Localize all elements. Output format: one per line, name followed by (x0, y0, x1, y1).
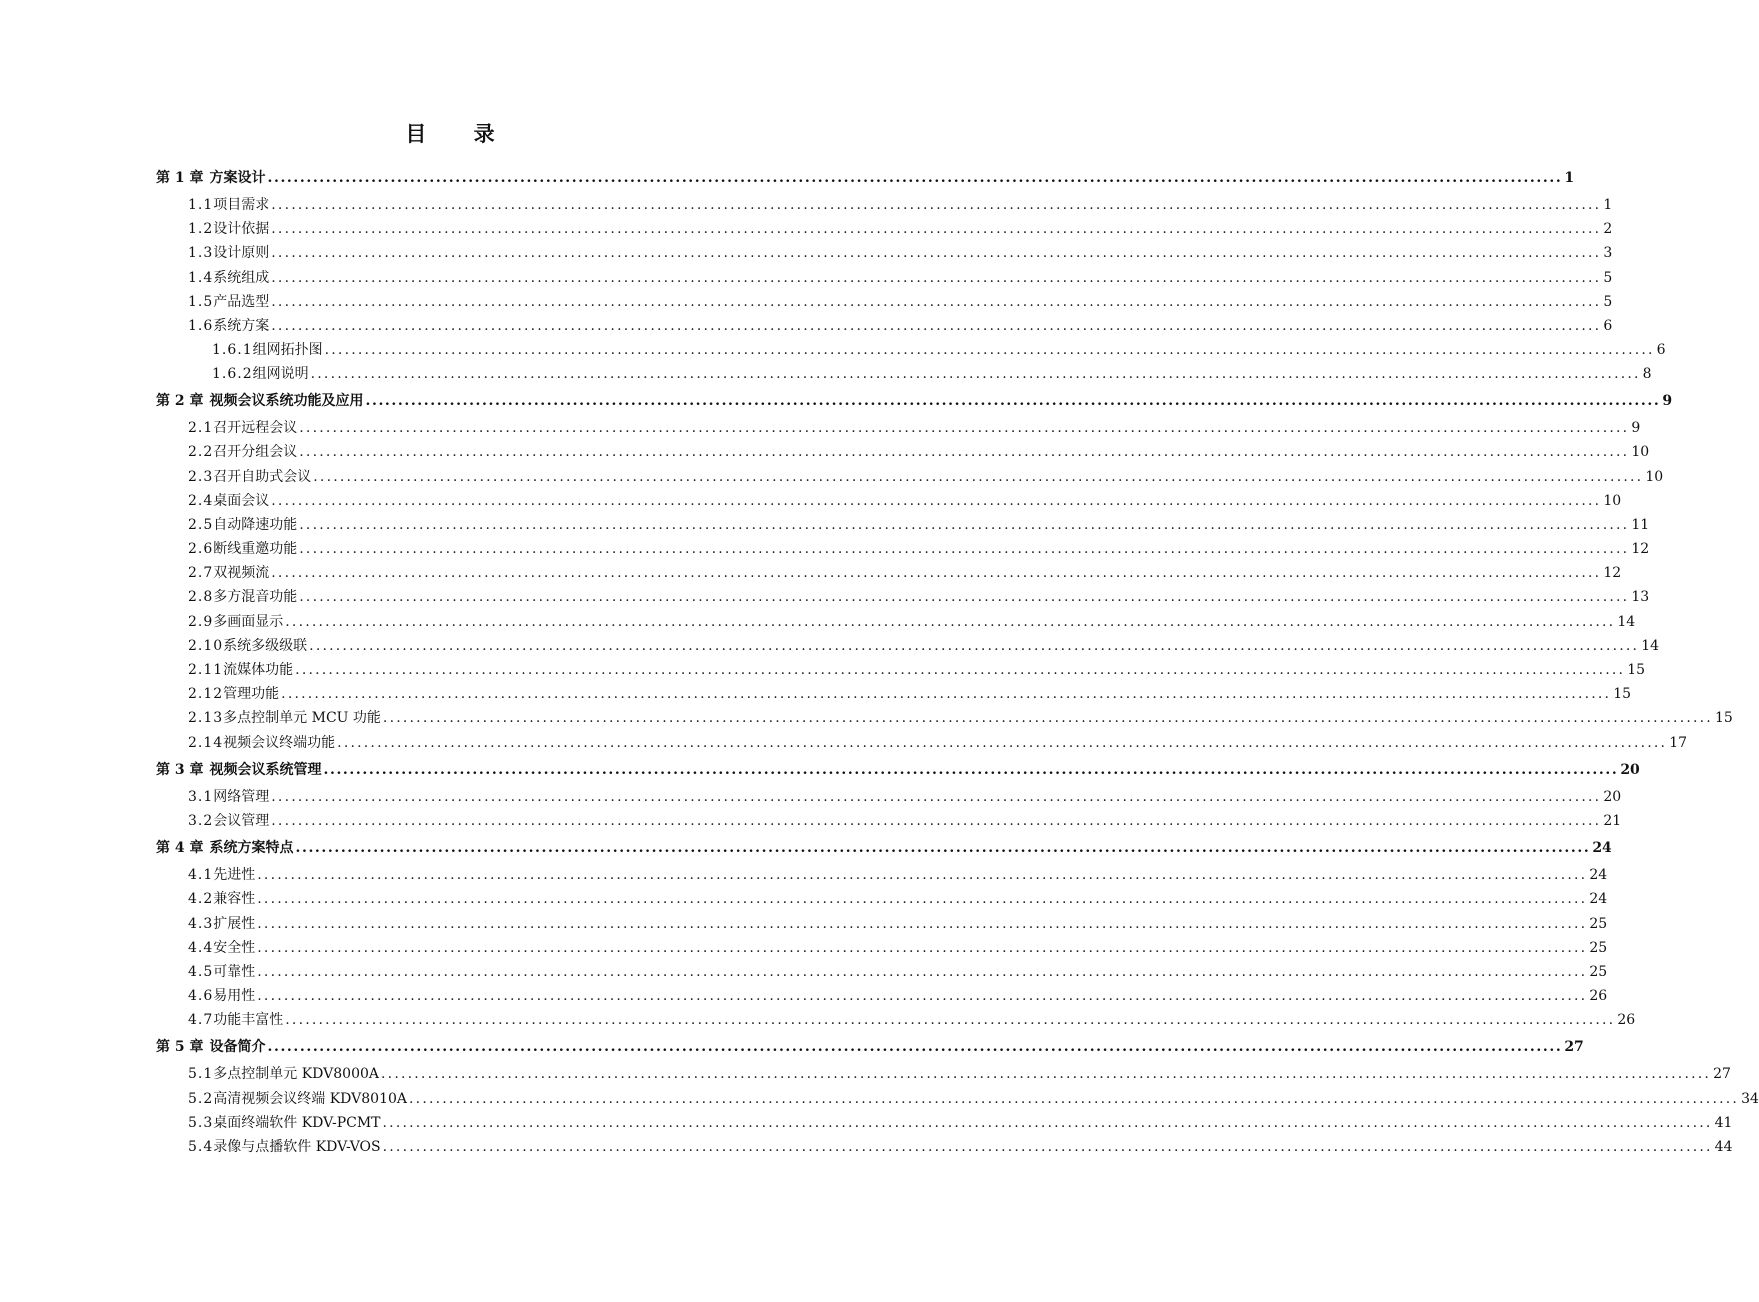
toc-entry-number: 3.2 (188, 812, 214, 829)
toc-dot-leader: ........................................................................................................................................................................................................ (271, 788, 1602, 805)
toc-dot-leader: ........................................................................................................................................................................................................ (324, 342, 1655, 359)
toc-section-entry[interactable] (156, 912, 1608, 936)
toc-section-entry[interactable] (156, 440, 1650, 464)
toc-dot-leader: ........................................................................................................................................................................................................ (257, 939, 1588, 956)
toc-subsection-entry[interactable] (156, 338, 1666, 362)
toc-entry-title: 高清视频会议终端 KDV8010A (213, 1090, 408, 1107)
toc-entry-number: 5.2 (188, 1090, 214, 1107)
toc-dot-leader: ........................................................................................................................................................................................................ (295, 840, 1591, 857)
toc-entry-title: 兼容性 (213, 891, 256, 908)
toc-dot-leader: ........................................................................................................................................................................................................ (382, 710, 1713, 727)
toc-entry-number: 2.8 (188, 589, 214, 606)
toc-entry-title: 视频会议系统功能及应用 (209, 393, 364, 410)
toc-dot-leader: ........................................................................................................................................................................................................ (381, 1066, 1712, 1083)
toc-entry-number: 2.4 (188, 492, 214, 509)
toc-dot-leader: ........................................................................................................................................................................................................ (310, 366, 1641, 383)
toc-page-number: 41 (1714, 1114, 1733, 1131)
toc-entry-title: 多方混音功能 (213, 589, 298, 606)
toc-entry-number: 4.4 (188, 939, 214, 956)
toc-dot-leader: ........................................................................................................................................................................................................ (365, 393, 1661, 410)
toc-entry-number: 1.6.1 (212, 342, 253, 359)
toc-section-entry[interactable] (156, 416, 1641, 440)
toc-entry-number: 2.14 (188, 734, 224, 751)
toc-entry-title: 断线重邀功能 (213, 541, 298, 558)
toc-entry-number: 2.2 (188, 444, 214, 461)
toc-section-entry[interactable] (156, 217, 1613, 241)
toc-entry-number: 第 4 章 (156, 840, 204, 857)
toc-entry-title: 可靠性 (213, 963, 256, 980)
toc-entry-title: 视频会议终端功能 (223, 734, 336, 751)
toc-section-entry[interactable] (156, 1111, 1733, 1135)
toc-chapter-entry[interactable] (156, 163, 1575, 193)
toc-entry-title: 先进性 (213, 867, 256, 884)
toc-entry-number: 4.5 (188, 963, 214, 980)
toc-dot-leader: ........................................................................................................................................................................................................ (271, 197, 1602, 213)
toc-dot-leader: ........................................................................................................................................................................................................ (271, 269, 1602, 286)
toc-dot-leader: ........................................................................................................................................................................................................ (257, 867, 1588, 884)
toc-entry-number: 4.7 (188, 1012, 214, 1029)
toc-entry-title: 易用性 (213, 988, 256, 1005)
toc-dot-leader: ........................................................................................................................................................................................................ (285, 1012, 1616, 1029)
toc-page-number: 15 (1714, 710, 1733, 727)
toc-dot-leader: ........................................................................................................................................................................................................ (409, 1090, 1740, 1107)
toc-entry-number: 4.2 (188, 891, 214, 908)
toc-section-entry[interactable] (156, 809, 1622, 833)
toc-section-entry[interactable] (156, 1062, 1731, 1086)
toc-dot-leader: ........................................................................................................................................................................................................ (271, 221, 1602, 238)
toc-entry-number: 2.12 (188, 686, 224, 703)
toc-section-entry[interactable] (156, 634, 1660, 658)
toc-entry-title: 项目需求 (213, 197, 270, 213)
toc-dot-leader: ........................................................................................................................................................................................................ (285, 613, 1616, 630)
toc-entry-title: 安全性 (213, 939, 256, 956)
toc-section-entry[interactable] (156, 610, 1636, 634)
toc-chapter-entry[interactable] (156, 386, 1673, 416)
toc-chapter-entry[interactable] (156, 1032, 1584, 1062)
toc-page-number: 3 (1603, 245, 1613, 262)
toc-entry-number: 2.9 (188, 613, 214, 630)
toc-section-entry[interactable] (156, 682, 1632, 706)
toc-entry-title: 网络管理 (213, 788, 270, 805)
toc-section-entry[interactable] (156, 489, 1622, 513)
toc-dot-leader: ........................................................................................................................................................................................................ (267, 1039, 1563, 1056)
toc-dot-leader: ........................................................................................................................................................................................................ (382, 1114, 1713, 1131)
toc-dot-leader: ........................................................................................................................................................................................................ (271, 565, 1602, 582)
toc-entry-title: 视频会议系统管理 (209, 761, 322, 778)
toc-dot-leader: ........................................................................................................................................................................................................ (257, 891, 1588, 908)
toc-entry-title: 录像与点播软件 KDV-VOS (213, 1139, 381, 1155)
toc-entry-title: 多点控制单元 KDV8000A (213, 1066, 380, 1083)
toc-entry-title: 功能丰富性 (213, 1012, 284, 1029)
toc-entry-number: 1.1 (188, 197, 214, 213)
toc-page-number: 27 (1564, 1039, 1584, 1056)
toc-section-entry[interactable] (156, 984, 1608, 1008)
toc-entry-title: 召开远程会议 (213, 420, 298, 437)
toc-entry-title: 设计原则 (213, 245, 270, 262)
toc-entry-number: 1.6 (188, 317, 214, 334)
toc-dot-leader: ........................................................................................................................................................................................................ (257, 963, 1588, 980)
toc-entry-number: 2.7 (188, 565, 214, 582)
toc-entry-number: 2.6 (188, 541, 214, 558)
toc-entry-number: 2.13 (188, 710, 224, 727)
toc-dot-leader: ........................................................................................................................................................................................................ (299, 589, 1630, 606)
toc-entry-number: 5.3 (188, 1114, 214, 1131)
toc-dot-leader: ........................................................................................................................................................................................................ (295, 662, 1626, 678)
toc-entry-title: 会议管理 (213, 812, 270, 829)
toc-dot-leader: ........................................................................................................................................................................................................ (337, 734, 1668, 751)
toc-page-number: 14 (1641, 637, 1660, 654)
toc-page-number: 9 (1662, 393, 1673, 410)
toc-entry-title: 多画面显示 (213, 613, 284, 630)
toc-entry-number: 5.4 (188, 1139, 214, 1155)
toc-entry-number: 4.3 (188, 915, 214, 932)
toc-page-number: 1 (1603, 197, 1613, 213)
toc-dot-leader: ........................................................................................................................................................................................................ (257, 988, 1588, 1005)
toc-page-number: 34 (1741, 1090, 1759, 1107)
toc-entry-title: 桌面会议 (213, 492, 270, 509)
toc-entry-number: 第 1 章 (156, 170, 204, 186)
toc-page-number: 25 (1589, 963, 1608, 980)
toc-entry-number: 1.5 (188, 293, 214, 310)
toc-section-entry[interactable] (156, 314, 1613, 338)
toc-page-number: 14 (1617, 613, 1636, 630)
toc-title: 目 录 (405, 121, 515, 146)
toc-entry-title: 组网说明 (252, 366, 309, 383)
toc-dot-leader: ........................................................................................................................................................................................................ (313, 468, 1644, 485)
toc-section-entry[interactable] (156, 863, 1608, 887)
toc-section-entry[interactable] (156, 290, 1613, 314)
toc-section-entry[interactable] (156, 585, 1650, 609)
toc-entry-title: 系统方案 (213, 317, 270, 334)
toc-section-entry[interactable] (156, 266, 1613, 290)
toc-page-number: 26 (1617, 1012, 1636, 1029)
toc-entry-title: 流媒体功能 (223, 662, 294, 678)
toc-page-number: 44 (1714, 1139, 1733, 1155)
toc-page-number: 12 (1631, 541, 1650, 558)
toc-entry-title: 召开自助式会议 (213, 468, 312, 485)
toc-entry-title: 扩展性 (213, 915, 256, 932)
toc-page-number: 6 (1656, 342, 1666, 359)
toc-dot-leader: ........................................................................................................................................................................................................ (271, 245, 1602, 262)
toc-dot-leader: ........................................................................................................................................................................................................ (271, 812, 1602, 829)
toc-dot-leader: ........................................................................................................................................................................................................ (281, 686, 1612, 703)
toc-entry-title: 系统组成 (213, 269, 270, 286)
toc-entry-number: 第 2 章 (156, 393, 204, 410)
toc-entry-number: 3.1 (188, 788, 214, 805)
toc-section-entry[interactable] (156, 193, 1613, 217)
toc-chapter-entry[interactable] (156, 833, 1612, 863)
toc-entry-title: 设计依据 (213, 221, 270, 238)
toc-entry-title: 系统多级级联 (223, 637, 308, 654)
toc-entry-number: 1.3 (188, 245, 214, 262)
toc-page-number: 10 (1603, 492, 1622, 509)
toc-page-number: 20 (1603, 788, 1622, 805)
toc-section-entry[interactable] (156, 537, 1650, 561)
toc-section-entry[interactable] (156, 960, 1608, 984)
toc-page-number: 25 (1589, 915, 1608, 932)
toc-section-entry[interactable] (156, 706, 1733, 730)
toc-page-number: 12 (1603, 565, 1622, 582)
toc-entry-title: 产品选型 (213, 293, 270, 310)
toc-entry-number: 4.1 (188, 867, 214, 884)
toc-dot-leader: ........................................................................................................................................................................................................ (299, 516, 1630, 533)
toc-dot-leader: ........................................................................................................................................................................................................ (257, 915, 1588, 932)
toc-page-number: 17 (1669, 734, 1688, 751)
toc-dot-leader: ........................................................................................................................................................................................................ (271, 293, 1602, 310)
toc-entry-number: 2.11 (188, 662, 224, 678)
toc-entry-title: 双视频流 (213, 565, 270, 582)
toc-entry-title: 设备简介 (209, 1039, 266, 1056)
toc-page-number: 5 (1603, 293, 1613, 310)
toc-page-number: 25 (1589, 939, 1608, 956)
toc-entry-number: 1.2 (188, 221, 214, 238)
toc-page-number: 9 (1631, 420, 1641, 437)
toc-dot-leader: ........................................................................................................................................................................................................ (267, 170, 1563, 186)
toc-page-number: 24 (1589, 867, 1608, 884)
toc-section-entry[interactable] (156, 936, 1608, 960)
toc-section-entry[interactable] (156, 658, 1646, 682)
toc-page-number: 8 (1642, 366, 1652, 383)
toc-section-entry[interactable] (156, 1008, 1636, 1032)
toc-entry-title: 系统方案特点 (209, 840, 294, 857)
toc-section-entry[interactable] (156, 887, 1608, 911)
toc-page-number: 10 (1645, 468, 1664, 485)
toc-dot-leader: ........................................................................................................................................................................................................ (299, 420, 1630, 437)
toc-dot-leader: ........................................................................................................................................................................................................ (271, 317, 1602, 334)
toc-page-number: 27 (1713, 1066, 1731, 1083)
toc-entry-title: 自动降速功能 (213, 516, 298, 533)
toc-page-number: 24 (1592, 840, 1612, 857)
toc-page-number: 21 (1603, 812, 1622, 829)
toc-dot-leader: ........................................................................................................................................................................................................ (323, 761, 1619, 778)
toc-dot-leader: ........................................................................................................................................................................................................ (299, 444, 1630, 461)
toc-section-entry[interactable] (156, 1087, 1759, 1111)
toc-section-entry[interactable] (156, 513, 1650, 537)
toc-dot-leader: ........................................................................................................................................................................................................ (309, 637, 1640, 654)
toc-dot-leader: ........................................................................................................................................................................................................ (271, 492, 1602, 509)
toc-entry-number: 第 5 章 (156, 1039, 204, 1056)
toc-page-number: 10 (1631, 444, 1650, 461)
toc-entry-number: 5.1 (188, 1066, 214, 1083)
toc-page-number: 5 (1603, 269, 1613, 286)
toc-entry-number: 1.6.2 (212, 366, 253, 383)
toc-entry-number: 4.6 (188, 988, 214, 1005)
toc-page-number: 20 (1620, 761, 1640, 778)
toc-entry-title: 召开分组会议 (213, 444, 298, 461)
toc-page-number: 6 (1603, 317, 1613, 334)
toc-section-entry[interactable] (156, 561, 1622, 585)
toc-page-number: 26 (1589, 988, 1608, 1005)
toc-entry-title: 方案设计 (209, 170, 266, 186)
toc-page-number: 24 (1589, 891, 1608, 908)
toc-section-entry[interactable] (156, 465, 1664, 489)
toc-page-number: 13 (1631, 589, 1650, 606)
toc-section-entry[interactable] (156, 1135, 1733, 1159)
toc-page-number: 2 (1603, 221, 1613, 238)
toc-entry-title: 管理功能 (223, 686, 280, 703)
toc-page-number: 11 (1631, 516, 1650, 533)
toc-subsection-entry[interactable] (156, 362, 1652, 386)
toc-entry-number: 2.5 (188, 516, 214, 533)
toc-entry-number: 第 3 章 (156, 761, 204, 778)
toc-entry-number: 1.4 (188, 269, 214, 286)
toc-entry-title: 组网拓扑图 (252, 342, 323, 359)
toc-entry-title: 桌面终端软件 KDV-PCMT (213, 1114, 381, 1131)
toc-section-entry[interactable] (156, 731, 1688, 755)
toc-entry-number: 2.1 (188, 420, 214, 437)
toc-page-number: 1 (1564, 170, 1575, 186)
toc-page-number: 15 (1627, 662, 1646, 678)
toc-section-entry[interactable] (156, 241, 1613, 265)
toc-entry-number: 2.3 (188, 468, 214, 485)
toc-page-number: 15 (1613, 686, 1632, 703)
toc-entry-number: 2.10 (188, 637, 224, 654)
toc-chapter-entry[interactable] (156, 755, 1640, 785)
table-of-contents (156, 163, 1759, 1159)
toc-entry-title: 多点控制单元 MCU 功能 (223, 710, 381, 727)
toc-dot-leader: ........................................................................................................................................................................................................ (299, 541, 1630, 558)
toc-dot-leader: ........................................................................................................................................................................................................ (382, 1139, 1713, 1155)
toc-section-entry[interactable] (156, 785, 1622, 809)
